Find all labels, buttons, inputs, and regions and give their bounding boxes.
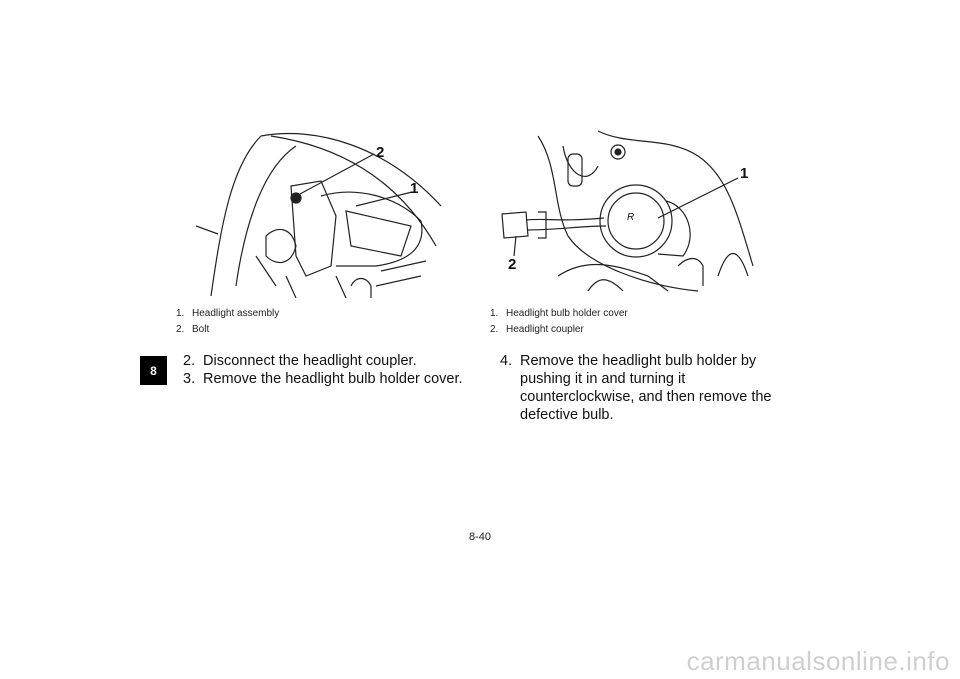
callout-1-left: 1: [410, 180, 419, 197]
caption-item: 1. Headlight assembly: [176, 308, 280, 319]
right-steps: [500, 352, 800, 424]
step-item: 4. Remove the headlight bulb holder by pushing it in and turning it counterclockwise, and then remove the defective bulb.: [500, 353, 772, 423]
chapter-tab: 8: [140, 356, 167, 385]
headlight-assembly-illustration: [196, 126, 456, 298]
caption-item: 1. Headlight bulb holder cover: [490, 308, 628, 319]
cover-mark-r: R: [627, 212, 635, 223]
step-item: 2. Disconnect the headlight coupler.: [183, 353, 417, 369]
right-caption-list: [490, 306, 628, 338]
page-number: 8-40: [468, 531, 492, 543]
callout-1-right: 1: [740, 165, 749, 182]
callout-2-right: 2: [508, 256, 517, 273]
callout-2-left: 2: [376, 144, 385, 161]
caption-item: 2. Headlight coupler: [490, 324, 584, 335]
left-steps: [183, 352, 463, 388]
step-item: 3. Remove the headlight bulb holder cover.: [183, 371, 463, 387]
watermark: carmanualsonline.info: [686, 646, 950, 676]
caption-item: 2. Bolt: [176, 324, 210, 335]
left-caption-list: [176, 306, 279, 338]
